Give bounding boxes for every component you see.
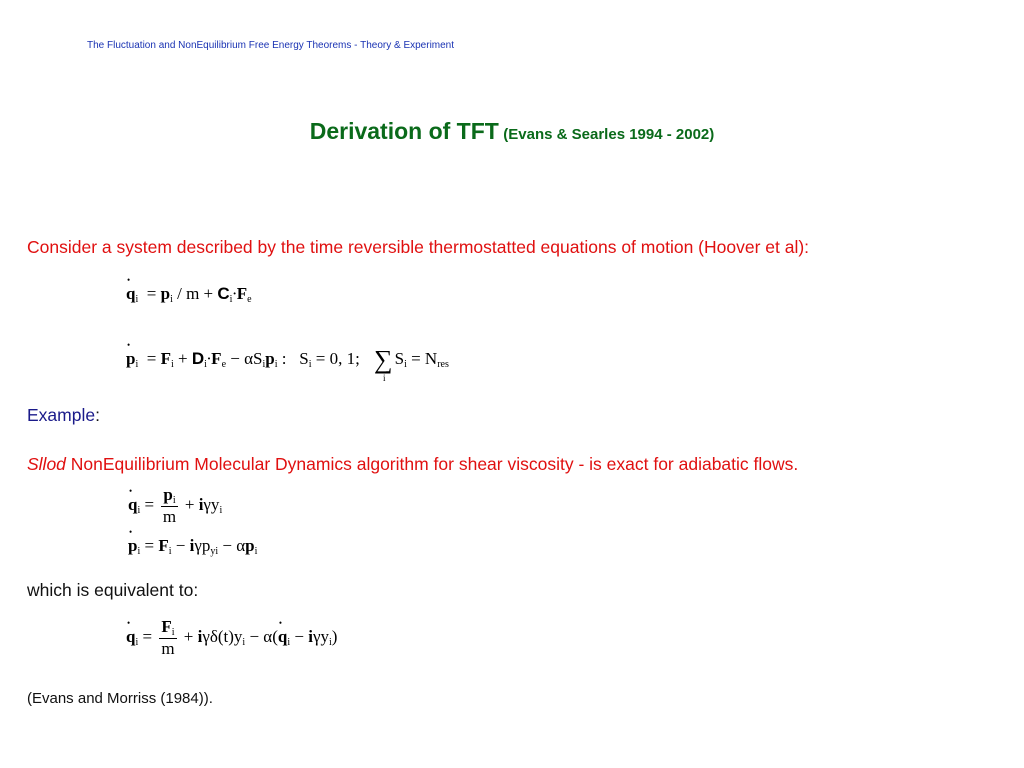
sum-symbol: ∑ i xyxy=(374,345,393,383)
slide-title xyxy=(0,118,1024,145)
intro-text: Consider a system described by the time reversible thermostatted equations of motion (Hoover et al): xyxy=(27,237,810,257)
equation-equivalent: • $q_i$ = $\frac{F_i}{m}$ + $i\gamma\delta(t)y_i$ − α(• $q_i - i\gamma y_i$) xyxy=(126,617,337,659)
sllod-label: Sllod xyxy=(27,454,66,474)
fraction-f-over-m: $\frac{F_i}{m}$ xyxy=(161,617,175,658)
equation-p-dot: • $p_i = F_i + D_i\cdot F_e - \alpha S_ip_i$ : $S_i = 0$, 1; ∑ i $S_i = N_{res}$ xyxy=(126,345,449,375)
equation-sllod-q: • $q_i$ = $\frac{p_i}{m}$ + iγy$_i$ xyxy=(128,485,222,527)
header-title: The Fluctuation and NonEquilibrium Free Energy Theorems - Theory & Experiment xyxy=(87,40,455,51)
equivalent-text: which is equivalent to: xyxy=(27,580,199,600)
equation-sllod-p: • $p_i = F_i - i\gamma p_{yi} - \alpha p_i$ xyxy=(128,536,257,557)
title-main: Derivation of TFT xyxy=(309,118,499,144)
equation-q-dot: • $q_i = p_i / m + C_i\cdot F_e$ xyxy=(126,284,252,305)
eq1-lhs: • q xyxy=(126,284,135,304)
citation-text: (Evans and Morriss (1984)). xyxy=(27,690,213,707)
example-heading: Example: xyxy=(27,405,100,425)
fraction-p-over-m: $\frac{p_i}{m}$ xyxy=(162,485,177,526)
title-sub: (Evans & Searles 1994 - 2002) xyxy=(503,126,715,143)
sllod-text: Sllod NonEquilibrium Molecular Dynamics algorithm for shear viscosity - is exact for adiabatic flows. xyxy=(27,454,799,474)
